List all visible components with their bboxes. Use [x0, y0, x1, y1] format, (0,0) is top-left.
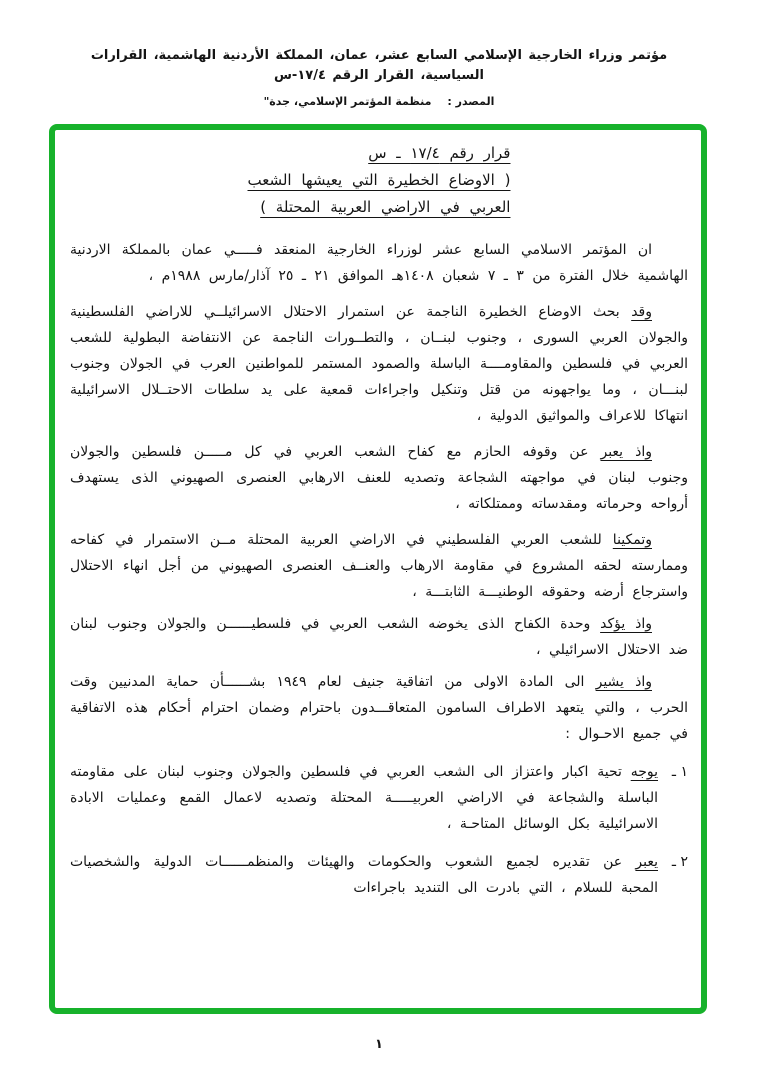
item-number: ١ ـ [671, 764, 688, 780]
preamble-paragraph [70, 299, 688, 429]
preamble-paragraph [70, 527, 688, 605]
document-header [0, 0, 758, 108]
item-body-text: تحية اكبار واعتزاز الى الشعب العربي في فلسطين والجولان وجنوب لبنان على مقاومته الباسلة والشجاعة في الاراضي العربيـــــة المحتلة وتصديه لاعمال القمع وعمليات الابادة الاسرائيلية بكل الوسائل المتاحـة ، [70, 764, 658, 832]
paragraph-text: ان المؤتمر الاسلامي السابع عشر لوزراء الخارجية المنعقد فـــــي عمان بالمملكة الاردنية الهاشمية خلال الفترة من ٣ ـ ٧ شعبان ١٤٠٨هـ الموافق ٢١ ـ ٢٥ آذار/مارس ١٩٨٨م ، [70, 242, 688, 284]
paragraph-text: للشعب العربي الفلسطيني في الاراضي العربية المحتلة مــن الاستمرار في كفاحه وممارسته لحقه المشروع في مقاومة الارهاب والعنــف العنصرى الصهيوني من أجل انهاء الاحتلال واسترجاع أرضه وحقوقه الوطنيـــة الثابتـــة ، [70, 532, 688, 600]
lead-word: يوجه [630, 764, 658, 780]
item-text [70, 849, 658, 901]
resolution-subject-line-2: العربي في الاراضي العربية المحتلة ) [260, 198, 511, 216]
page-number: ١ [375, 1037, 383, 1052]
lead-word: واذ يؤكد [600, 616, 652, 632]
resolution-border-box [49, 124, 707, 1014]
resolution-number-line: قرار رقم ١٧/٤ ـ س [368, 144, 511, 162]
lead-word: وقد [631, 304, 652, 320]
source-value: منظمة المؤتمر الإسلامي، جدة" [263, 95, 432, 109]
operative-item-2 [70, 849, 688, 901]
lead-word: واذ يعبر [600, 444, 652, 460]
lead-word: يعبر [635, 854, 658, 870]
paragraph-text: وحدة الكفاح الذى يخوضه الشعب العربي في فلسطيــــــن والجولان وجنوب لبنان ضد الاحتلال الاسرائيلي ، [70, 616, 688, 658]
item-text [70, 759, 658, 837]
paragraph-text: الى المادة الاولى من اتفاقية جنيف لعام ١٩٤٩ بشــــــأن حماية المدنيين وقت الحرب ، والتي يتعهد الاطراف السامون المتعاقـــدون باحترام وضمان احترام أحكام هذه الاتفاقية في جميع الاحـوال : [70, 674, 688, 742]
lead-word: واذ يشير [595, 674, 652, 690]
item-body-text: عن تقديره لجميع الشعوب والحكومات والهيئات والمنظمــــــات الدولية والشخصيات المحبة للسلام ، التي بادرت الى التنديد باجراءات [70, 854, 658, 896]
source-line [0, 95, 758, 108]
lead-word: وتمكينا [612, 532, 652, 548]
preamble-paragraph [70, 611, 688, 663]
item-number: ٢ ـ [671, 854, 688, 870]
resolution-subject-line-1: ( الاوضاع الخطيرة التي يعيشها الشعب [247, 171, 511, 189]
preamble-paragraph [70, 439, 688, 517]
preamble-paragraph [70, 669, 688, 747]
paragraph-text: عن وقوفه الحازم مع كفاح الشعب العربي في كل مـــــن فلسطين والجولان وجنوب لبنان في مواجهته الشجاعة وتصديه للعنف الارهابي العنصرى الصهيوني الذى يستهدف أرواحه وحرماته ومقدساته وممتلكاته ، [70, 444, 688, 512]
document-title: مؤتمر وزراء الخارجية الإسلامي السابع عشر، عمان، المملكة الأردنية الهاشمية، القرارات السياسية، القرار الرقم ١٧/٤-س [90, 48, 668, 84]
paragraph-text: بحث الاوضاع الخطيرة الناجمة عن استمرار الاحتلال الاسرائيلــي للاراضي الفلسطينية والجولان العربي السورى ، وجنوب لبنــان ، والتطــورات الناجمة عن الانتفاضة البطولية للشعب العربي في فلسطين والمقاومــــة الباسلة والصمود المستمر للمواطنين العرب في الجولان وجنوب لبنـــان ، وما يواجهونه من قتل وتنكيل واجراءات قمعية على يد سلطات الاحتــلال الاسرائيلية انتهاكا للاعراف والمواثيق الدولية ، [70, 304, 688, 424]
source-label: المصدر : [447, 95, 495, 109]
operative-item-1 [70, 759, 688, 837]
preamble-paragraph [70, 237, 688, 289]
resolution-title-block [248, 140, 511, 221]
